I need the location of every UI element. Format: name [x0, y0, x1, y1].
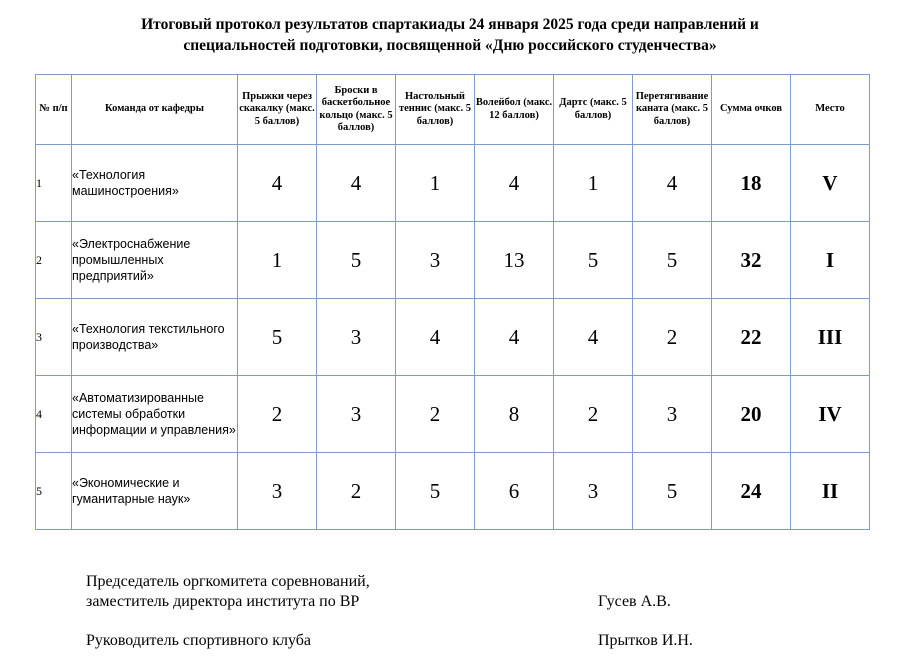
- score-tug-of-war: 2: [633, 299, 712, 376]
- title-line-1: Итоговый протокол результатов спартакиады 24 января 2025 года среди направлений и: [141, 16, 759, 33]
- score-table-tennis: 5: [396, 453, 475, 530]
- score-volleyball: 4: [475, 299, 554, 376]
- club-head-title: Руководитель спортивного клуба: [86, 632, 311, 649]
- score-darts: 1: [554, 145, 633, 222]
- results-table: [35, 74, 870, 530]
- header-basketball: Броски в баскетбольное кольцо (макс. 5 баллов): [317, 75, 396, 145]
- place: III: [791, 299, 870, 376]
- score-table-tennis: 2: [396, 376, 475, 453]
- total-score: 18: [712, 145, 791, 222]
- header-tug-of-war: Перетягивание каната (макс. 5 баллов): [633, 75, 712, 145]
- score-volleyball: 4: [475, 145, 554, 222]
- header-num: № п/п: [36, 75, 72, 145]
- chair-signature-block: [86, 572, 370, 612]
- table-row: [36, 299, 870, 376]
- score-table-tennis: 4: [396, 299, 475, 376]
- score-jump-rope: 2: [238, 376, 317, 453]
- score-volleyball: 13: [475, 222, 554, 299]
- chair-title-line-2: заместитель директора института по ВР: [86, 593, 360, 610]
- header-jump-rope: Прыжки через скакалку (макс. 5 баллов): [238, 75, 317, 145]
- place: V: [791, 145, 870, 222]
- row-num: 4: [36, 376, 72, 453]
- score-jump-rope: 4: [238, 145, 317, 222]
- score-basketball: 3: [317, 299, 396, 376]
- place: IV: [791, 376, 870, 453]
- score-darts: 5: [554, 222, 633, 299]
- score-jump-rope: 1: [238, 222, 317, 299]
- row-num: 2: [36, 222, 72, 299]
- score-tug-of-war: 4: [633, 145, 712, 222]
- header-place: Место: [791, 75, 870, 145]
- table-row: [36, 453, 870, 530]
- table-row: [36, 222, 870, 299]
- score-tug-of-war: 5: [633, 222, 712, 299]
- score-table-tennis: 3: [396, 222, 475, 299]
- header-darts: Дартс (макс. 5 баллов): [554, 75, 633, 145]
- total-score: 32: [712, 222, 791, 299]
- team-name: «Автоматизированные системы обработки информации и управления»: [72, 376, 238, 453]
- score-darts: 3: [554, 453, 633, 530]
- score-jump-rope: 5: [238, 299, 317, 376]
- total-score: 22: [712, 299, 791, 376]
- score-table-tennis: 1: [396, 145, 475, 222]
- score-darts: 4: [554, 299, 633, 376]
- score-volleyball: 6: [475, 453, 554, 530]
- header-total: Сумма очков: [712, 75, 791, 145]
- table-row: [36, 145, 870, 222]
- document-title: [0, 14, 900, 56]
- total-score: 20: [712, 376, 791, 453]
- score-volleyball: 8: [475, 376, 554, 453]
- table-row: [36, 376, 870, 453]
- team-name: «Электроснабжение промышленных предприятий»: [72, 222, 238, 299]
- score-basketball: 3: [317, 376, 396, 453]
- team-name: «Технология машиностроения»: [72, 145, 238, 222]
- header-table-tennis: Настольный теннис (макс. 5 баллов): [396, 75, 475, 145]
- score-basketball: 4: [317, 145, 396, 222]
- title-line-2: специальностей подготовки, посвященной «Дню российского студенчества»: [183, 37, 717, 54]
- total-score: 24: [712, 453, 791, 530]
- row-num: 5: [36, 453, 72, 530]
- score-darts: 2: [554, 376, 633, 453]
- club-head-name: Прытков И.Н.: [598, 632, 693, 649]
- row-num: 1: [36, 145, 72, 222]
- chair-title-line-1: Председатель оргкомитета соревнований,: [86, 573, 370, 590]
- row-num: 3: [36, 299, 72, 376]
- score-basketball: 5: [317, 222, 396, 299]
- header-team: Команда от кафедры: [72, 75, 238, 145]
- place: II: [791, 453, 870, 530]
- team-name: «Технология текстильного производства»: [72, 299, 238, 376]
- score-tug-of-war: 5: [633, 453, 712, 530]
- score-tug-of-war: 3: [633, 376, 712, 453]
- chair-name: Гусев А.В.: [598, 593, 671, 610]
- place: I: [791, 222, 870, 299]
- score-basketball: 2: [317, 453, 396, 530]
- score-jump-rope: 3: [238, 453, 317, 530]
- header-row: [36, 75, 870, 145]
- team-name: «Экономические и гуманитарные наук»: [72, 453, 238, 530]
- header-volleyball: Волейбол (макс. 12 баллов): [475, 75, 554, 145]
